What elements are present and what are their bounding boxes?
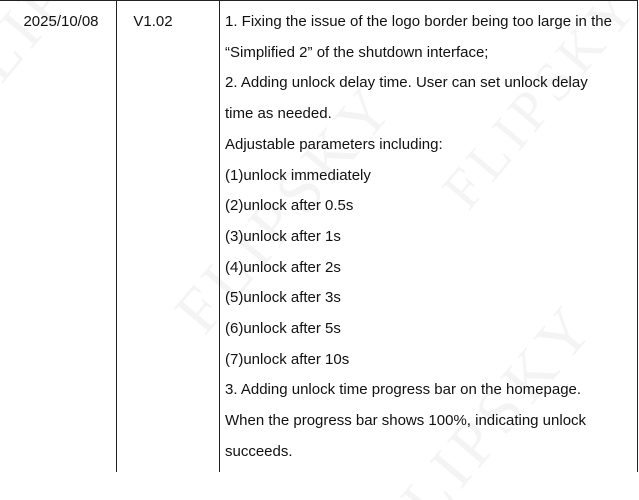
description-line: succeeds.	[225, 442, 293, 460]
description-line: 2. Adding unlock delay time. User can set unlock delay	[225, 74, 588, 92]
description-line: (6)unlock after 5s	[225, 320, 341, 338]
description-line: Adjustable parameters including:	[225, 135, 443, 153]
description-line: (3)unlock after 1s	[225, 227, 341, 245]
date-cell	[0, 1, 117, 473]
description-text	[220, 1, 637, 468]
description-line: 1. Fixing the issue of the logo border being too large in the	[225, 13, 612, 30]
release-date: 2025/10/08	[23, 13, 99, 30]
description-line: (4)unlock after 2s	[225, 258, 341, 276]
version-cell	[117, 1, 220, 473]
table-row	[0, 1, 638, 473]
description-line: (2)unlock after 0.5s	[225, 197, 354, 215]
description-line: When the progress bar shows 100%, indicating unlock	[225, 412, 587, 430]
release-version: V1.02	[133, 13, 173, 30]
description-cell	[220, 1, 638, 473]
description-line: time as needed.	[225, 105, 332, 123]
description-line: (1)unlock immediately	[225, 166, 371, 184]
description-line: “Simplified 2” of the shutdown interface;	[225, 43, 489, 61]
description-line: 3. Adding unlock time progress bar on the homepage.	[225, 381, 582, 399]
description-line: (7)unlock after 10s	[225, 350, 350, 368]
description-line: (5)unlock after 3s	[225, 289, 341, 307]
